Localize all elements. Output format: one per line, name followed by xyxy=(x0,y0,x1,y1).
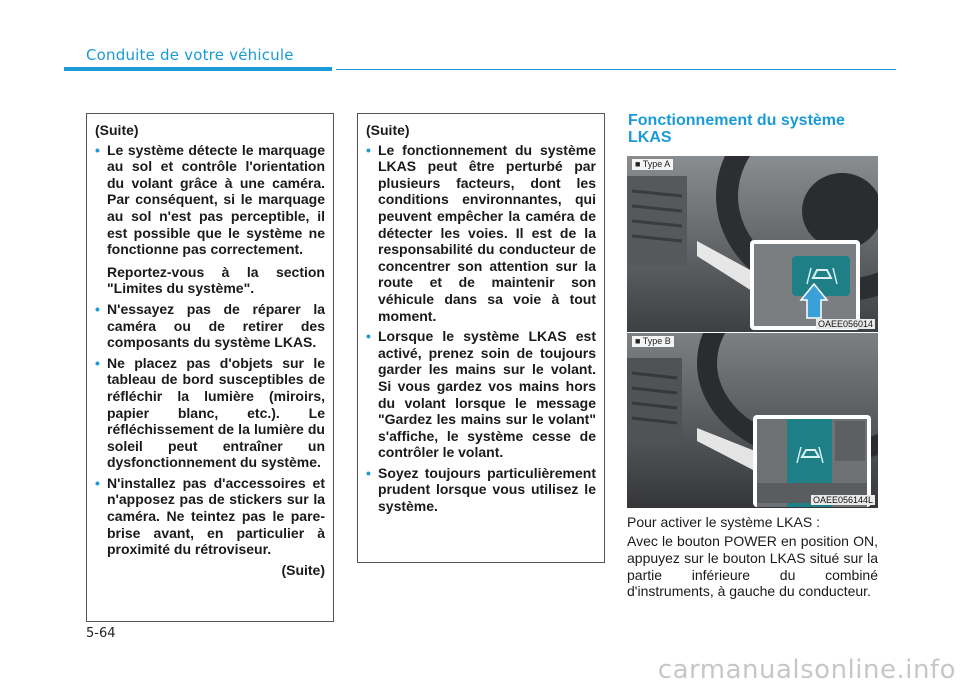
warning-box-middle xyxy=(357,113,605,563)
section-header-title: Conduite de votre véhicule xyxy=(86,46,294,64)
page-number: 5-64 xyxy=(86,626,116,641)
dashboard-photo-type-a xyxy=(627,156,878,332)
continued-label: (Suite) xyxy=(95,122,139,138)
warning-text: N'essayez pas de réparer la caméra ou de retirer des composants du système LKAS. xyxy=(107,300,325,351)
warning-text: Le système détecte le marquage au sol et contrôle l'orientation du volant grâce à une caméra. Par conséquent, si le marquage au sol n'est pas perceptible, il est possible que le système ne fonctionne pas correctement. xyxy=(107,141,325,258)
warning-text: N'installez pas d'accessoires et n'apposez pas de stickers sur la caméra. Ne teintez pas le pare-brise avant, en particulier à proximité du rétroviseur. xyxy=(107,474,325,558)
dashboard-photo-type-b xyxy=(627,333,878,508)
warning-text: Soyez toujours particulièrement prudent lorsque vous utilisez le système. xyxy=(378,464,596,515)
header-divider-line xyxy=(336,69,896,70)
warning-text: Le fonctionnement du système LKAS peut être perturbé par plusieurs facteurs, dont les conditions environnantes, qui peuvent empêcher la caméra de détecter les voies. Il est de la responsabilité du conducteur de concentrer son attention sur la route et de maintenir son véhicule dans sa voie à tout moment. xyxy=(378,141,596,324)
continued-end-label: (Suite) xyxy=(281,561,325,578)
image-code: OAEE056014 xyxy=(817,319,873,329)
bullet-icon: • xyxy=(95,474,100,491)
image-type-label: ■ Type A xyxy=(632,159,673,170)
bullet-icon: • xyxy=(366,141,371,158)
bullet-icon: • xyxy=(95,300,100,317)
body-paragraph: Pour activer le système LKAS : xyxy=(627,514,820,530)
list-item xyxy=(95,301,325,351)
warning-box-left xyxy=(86,113,334,622)
bullet-icon: • xyxy=(366,328,371,345)
list-item xyxy=(366,465,596,515)
warning-subtext: Reportez-vous à la section "Limites du système". xyxy=(107,263,325,297)
body-paragraph: Avec le bouton POWER en position ON, appuyez sur le bouton LKAS situé sur la partie inférieure du combiné d'instruments, à gauche du conducteur. xyxy=(627,533,878,600)
warning-text: Lorsque le système LKAS est activé, prenez soin de toujours garder les mains sur le volant. Si vous gardez vos mains hors du volant lorsque le message "Gardez les mains sur le volant" s'affiche, le système cesse de contrôler le volant. xyxy=(378,328,596,461)
list-item xyxy=(95,355,325,471)
section-title: Fonctionnement du système LKAS xyxy=(628,112,845,146)
list-item xyxy=(366,142,596,325)
bullet-icon: • xyxy=(366,464,371,481)
dashboard-illustration xyxy=(627,156,878,332)
bullet-icon: • xyxy=(95,354,100,371)
lkas-button-icon xyxy=(792,256,850,296)
dashboard-illustration xyxy=(627,333,878,508)
image-code: OAEE056144L xyxy=(812,495,873,505)
warning-list xyxy=(366,142,596,515)
list-item xyxy=(95,142,325,297)
bullet-icon: • xyxy=(95,141,100,158)
watermark: carmanualsonline.info xyxy=(657,655,956,685)
warning-list xyxy=(95,142,325,558)
list-item xyxy=(95,475,325,558)
image-type-label: ■ Type B xyxy=(632,336,674,347)
continued-label: (Suite) xyxy=(366,122,410,138)
header-accent-bar xyxy=(64,67,332,71)
list-item xyxy=(366,328,596,461)
warning-text: Ne placez pas d'objets sur le tableau de bord susceptibles de réfléchir la lumière (miroirs, papier blanc, etc.). Le réfléchissement de la lumière du soleil peut entraîner un dysfonctionnement du système. xyxy=(107,354,325,471)
